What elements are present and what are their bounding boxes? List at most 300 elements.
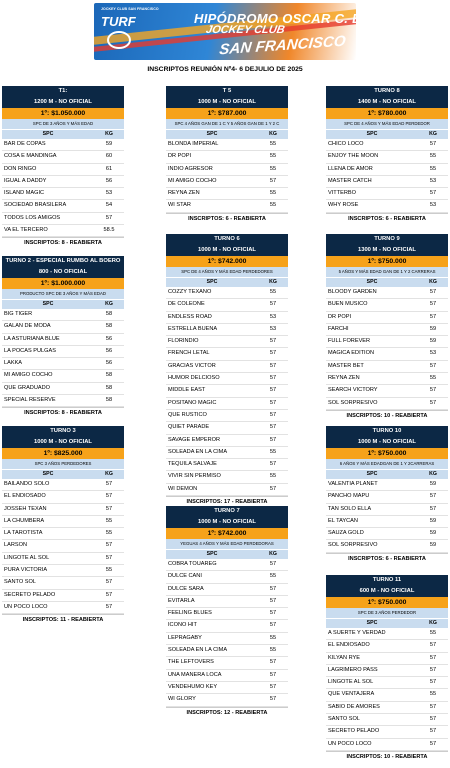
horse-weight: 57 — [429, 289, 437, 295]
san-francisco-title: SAN FRANCISCO — [218, 32, 347, 59]
horse-weight: 57 — [429, 666, 437, 673]
horse-weight: 57 — [269, 338, 277, 345]
horse-name: BUEN MUSICO — [328, 301, 368, 308]
col-spc-header: SPC — [206, 279, 218, 285]
race-header — [2, 256, 124, 278]
horse-name: LA TAROTISTA — [4, 530, 43, 537]
horse-weight: 57 — [269, 399, 277, 406]
horse-row — [166, 336, 288, 348]
horse-row — [166, 151, 288, 163]
col-spc-header: SPC — [42, 131, 54, 137]
horse-row — [2, 213, 124, 225]
race-condition: SPC DE 4 AÑOS Y MÁS EDAD PERDEDORES — [166, 267, 288, 277]
horse-name: BLONDA IMPERIAL — [168, 141, 219, 147]
horse-row — [2, 516, 124, 528]
race-distance: 1000 M - NO OFICIAL — [358, 439, 416, 445]
horse-name: DON RINGO — [4, 165, 37, 172]
horse-row — [2, 309, 124, 321]
horse-row — [2, 346, 124, 358]
horse-name: VENDEHUMO KEY — [168, 683, 218, 690]
horse-weight: 59 — [429, 481, 437, 487]
horse-row — [166, 324, 288, 336]
header-banner — [94, 3, 402, 60]
column-headers — [326, 277, 448, 287]
horse-weight: 57 — [269, 301, 277, 308]
column-headers — [326, 129, 448, 139]
horse-weight: 57 — [105, 505, 113, 512]
horse-name: LAGRIMERO PASS — [328, 666, 378, 673]
horse-weight: 53 — [429, 350, 437, 357]
horse-row — [166, 164, 288, 176]
race-footer: INSCRIPTOS: 12 - REABIERTA — [166, 707, 288, 718]
horse-name: LA CHUMBERA — [4, 517, 45, 524]
horse-name: COSA E MANDINGA — [4, 153, 57, 160]
horse-weight: 58 — [105, 397, 113, 404]
horse-name: DR POPI — [168, 153, 192, 160]
horse-weight: 57 — [269, 696, 277, 703]
race-footer: INSCRIPTOS: 10 - REABIERTA — [326, 751, 448, 762]
horse-row — [326, 504, 448, 516]
horse-weight: 55 — [269, 153, 277, 160]
col-spc-header: SPC — [366, 279, 378, 285]
horse-weight: 57 — [429, 654, 437, 661]
horse-name: KILYAN RYE — [328, 654, 361, 661]
horse-row — [2, 504, 124, 516]
horse-name: UN POCO LOCO — [328, 740, 372, 747]
horse-row — [326, 373, 448, 385]
race-distance: 1000 M - NO OFICIAL — [34, 439, 92, 445]
race-header — [326, 86, 448, 108]
horse-weight: 57 — [429, 505, 437, 512]
horse-row — [2, 334, 124, 346]
horse-row — [326, 540, 448, 552]
horse-row — [166, 348, 288, 360]
horse-row — [166, 299, 288, 311]
race-header — [326, 234, 448, 256]
horse-weight: 57 — [269, 411, 277, 418]
horse-name: ESTRELLA BUENA — [168, 325, 218, 332]
race-condition: 5 AÑOS Y MÁS EDAD GAN DE 1 Y 2 CARRERAS — [326, 267, 448, 277]
race-footer: INSCRIPTOS: 6 - REABIERTA — [166, 213, 288, 224]
horse-weight: 55 — [269, 573, 277, 580]
horse-weight: 55 — [269, 202, 277, 209]
col-spc-header: SPC — [366, 620, 378, 626]
horse-row — [326, 653, 448, 665]
horse-row — [326, 287, 448, 299]
horse-row — [326, 188, 448, 200]
horse-row — [2, 188, 124, 200]
horse-row — [166, 608, 288, 620]
horse-row — [166, 584, 288, 596]
horse-name: UNA MANERA LOCA — [168, 671, 222, 678]
race-block-t7 — [166, 506, 288, 718]
horse-name: QUIET PARADE — [168, 424, 210, 431]
horse-weight: 55 — [269, 289, 277, 295]
horse-weight: 56 — [105, 177, 113, 184]
horse-row — [166, 484, 288, 496]
col-spc-header: SPC — [206, 131, 218, 137]
race-header — [166, 86, 288, 108]
race-prize: 1º: $742.000 — [166, 528, 288, 539]
horse-row — [326, 200, 448, 212]
horse-row — [2, 577, 124, 589]
horse-weight: 57 — [429, 703, 437, 710]
horse-name: SOL SORPRESIVO — [328, 542, 378, 549]
race-prize: 1º: $1.000.000 — [2, 278, 124, 289]
horse-weight: 61 — [105, 165, 113, 172]
horse-name: FEELING BLUES — [168, 610, 212, 617]
horse-row — [166, 559, 288, 571]
horse-row — [2, 321, 124, 333]
horse-name: IGUAL A DADDY — [4, 177, 47, 184]
horse-name: MAGICA EDITION — [328, 350, 374, 357]
horse-row — [326, 385, 448, 397]
race-condition: YEGUAS 4 AÑOS Y MÁS EDAD PERDEDORAS — [166, 539, 288, 549]
horse-weight: 57 — [105, 554, 113, 561]
horse-row — [326, 491, 448, 503]
horse-row — [326, 640, 448, 652]
race-footer: INSCRIPTOS: 8 - REABIERTA — [2, 237, 124, 248]
horse-name: FULL FOREVER — [328, 338, 371, 345]
horse-name: ICONO HIT — [168, 622, 197, 629]
race-prize: 1º: $787.000 — [166, 108, 288, 119]
horse-row — [326, 151, 448, 163]
horse-weight: 57 — [429, 313, 437, 320]
horse-row — [166, 361, 288, 373]
race-prize: 1º: $750.000 — [326, 597, 448, 608]
race-condition: SPC DE 3 AÑOS Y MÁS EDAD — [2, 119, 124, 129]
horse-weight: 57 — [429, 728, 437, 735]
horse-weight: 57 — [269, 485, 277, 492]
horse-weight: 58 — [105, 311, 113, 317]
race-distance: 1000 M - NO OFICIAL — [198, 247, 256, 253]
horse-row — [326, 714, 448, 726]
horse-row — [2, 200, 124, 212]
horse-row — [166, 694, 288, 706]
horse-row — [166, 571, 288, 583]
horse-name: REYNA ZEN — [168, 190, 200, 197]
horse-name: BIG TIGER — [4, 311, 33, 317]
horse-row — [2, 540, 124, 552]
horse-name: LINGOTE AL SOL — [4, 554, 50, 561]
column-headers — [166, 277, 288, 287]
horse-row — [326, 398, 448, 410]
horse-weight: 55 — [269, 647, 277, 654]
horse-weight: 53 — [429, 177, 437, 184]
horse-row — [166, 385, 288, 397]
horse-name: DULCE CANI — [168, 573, 202, 580]
race-prize: 1º: $742.000 — [166, 256, 288, 267]
race-footer: INSCRIPTOS: 11 - REABIERTA — [2, 614, 124, 625]
horse-row — [166, 176, 288, 188]
horse-weight: 57 — [269, 362, 277, 369]
horse-row — [2, 553, 124, 565]
race-condition: SPC DE 3 AÑOS PERDEDOR — [326, 608, 448, 618]
horse-row — [166, 459, 288, 471]
col-kg-header: KG — [269, 131, 277, 137]
col-kg-header: KG — [429, 620, 437, 626]
horse-weight: 57 — [105, 579, 113, 586]
horse-weight: 60 — [105, 153, 113, 160]
horse-weight: 56 — [105, 360, 113, 367]
race-block-t1 — [2, 86, 124, 248]
horse-name: COBRA TOUAREG — [168, 561, 217, 567]
col-spc-header: SPC — [366, 131, 378, 137]
column-headers — [166, 549, 288, 559]
race-footer: INSCRIPTOS: 6 - REABIERTA — [326, 213, 448, 224]
horse-name: VIVIR SIN PERMISO — [168, 473, 221, 480]
horse-name: SECRETO PELADO — [328, 728, 380, 735]
race-prize: 1º: $780.000 — [326, 108, 448, 119]
horse-row — [166, 435, 288, 447]
horse-name: FRENCH LETAL — [168, 350, 210, 357]
horse-name: GALAN DE MODA — [4, 323, 51, 330]
race-distance: 800 - NO OFICIAL — [38, 269, 88, 275]
race-block-t6 — [166, 234, 288, 507]
race-header — [2, 426, 124, 448]
horse-name: LARSON — [4, 542, 28, 549]
horse-weight: 57 — [269, 597, 277, 604]
horse-name: LA POCAS PULGAS — [4, 347, 56, 354]
race-block-t5 — [166, 86, 288, 224]
horse-row — [2, 164, 124, 176]
horse-weight: 57 — [269, 177, 277, 184]
horse-weight: 57 — [429, 642, 437, 649]
horse-weight: 57 — [105, 214, 113, 221]
horse-weight: 57 — [429, 716, 437, 723]
horse-name: UN POCO LOCO — [4, 603, 48, 610]
horse-row — [166, 312, 288, 324]
horse-weight: 57 — [269, 585, 277, 592]
race-block-t2 — [2, 256, 124, 418]
horse-row — [326, 702, 448, 714]
horse-name: GRACIAS VICTOR — [168, 362, 216, 369]
horse-name: LA ASTURIANA BLUE — [4, 335, 60, 342]
horse-name: DULCE SARA — [168, 585, 204, 592]
race-block-t8 — [326, 86, 448, 224]
horse-weight: 53 — [429, 202, 437, 209]
horse-row — [326, 516, 448, 528]
horse-row — [2, 528, 124, 540]
horse-name: SPECIAL RESERVE — [4, 397, 56, 404]
horse-weight: 59 — [105, 141, 113, 147]
horse-weight: 57 — [269, 424, 277, 431]
horse-row — [326, 324, 448, 336]
race-block-t10 — [326, 426, 448, 564]
horse-row — [166, 200, 288, 212]
horse-row — [166, 287, 288, 299]
race-title: TURNO 7 — [214, 508, 240, 514]
horse-row — [166, 670, 288, 682]
race-title: T 5 — [222, 88, 232, 94]
horse-weight: 55 — [269, 165, 277, 172]
race-prize: 1º: $750.000 — [326, 256, 448, 267]
brand-small-text: JOCKEY CLUB SAN FRANCISCO — [101, 7, 159, 11]
col-kg-header: KG — [269, 551, 277, 557]
hipodromo-name: HIPÓDROMO OSCAR C. BOERO — [194, 11, 402, 26]
horse-row — [326, 312, 448, 324]
race-condition: SPC 3 AÑOS PERDEDORES — [2, 459, 124, 469]
horse-name: THE LEFTOVERS — [168, 659, 214, 666]
turf-logo: TURF — [101, 14, 136, 29]
horse-row — [2, 590, 124, 602]
horse-name: VALENTIA PLANET — [328, 481, 378, 487]
horse-name: WHY ROSE — [328, 202, 359, 209]
horse-name: FLORINDIO — [168, 338, 199, 345]
horse-weight: 58.5 — [103, 227, 115, 234]
horse-weight: 53 — [269, 313, 277, 320]
horse-name: SECRETO PELADO — [4, 591, 56, 598]
horse-row — [166, 398, 288, 410]
horse-name: MASTER CATCH — [328, 177, 372, 184]
race-prize: 1º: $1.050.000 — [2, 108, 124, 119]
horse-name: EVITARLA — [168, 597, 195, 604]
horse-name: EL TAYCAN — [328, 517, 358, 524]
horse-name: TEQUILA SALVAJE — [168, 461, 217, 468]
race-distance: 600 M - NO OFICIAL — [359, 588, 415, 594]
horse-row — [2, 395, 124, 407]
column-headers — [326, 469, 448, 479]
horse-weight: 57 — [429, 493, 437, 500]
horse-row — [166, 422, 288, 434]
horse-name: TAN SOLO ELLA — [328, 505, 372, 512]
horse-row — [166, 657, 288, 669]
column-headers — [2, 129, 124, 139]
horse-weight: 58 — [105, 384, 113, 391]
horse-row — [326, 139, 448, 151]
horse-name: PURA VICTORIA — [4, 567, 48, 574]
horse-weight: 57 — [105, 542, 113, 549]
col-kg-header: KG — [269, 279, 277, 285]
horse-row — [326, 677, 448, 689]
horse-row — [326, 739, 448, 751]
race-distance: 1000 M - NO OFICIAL — [198, 99, 256, 105]
horse-name: SANTO SOL — [328, 716, 360, 723]
horse-name: SOCIEDAD BRASILERA — [4, 202, 67, 209]
horse-weight: 55 — [269, 634, 277, 641]
horse-weight: 55 — [269, 141, 277, 147]
column-headers — [2, 299, 124, 309]
col-kg-header: KG — [429, 471, 437, 477]
race-footer: INSCRIPTOS: 10 - REABIERTA — [326, 410, 448, 421]
horse-weight: 55 — [105, 517, 113, 524]
horse-name: BLOODY GARDEN — [328, 289, 377, 295]
horse-name: SAVAGE EMPEROR — [168, 436, 221, 443]
horse-name: MI AMIGO COCHO — [168, 177, 217, 184]
race-condition: PRODUCTO SPC DE 3 AÑOS Y MÁS EDAD — [2, 289, 124, 299]
horse-name: MASTER BET — [328, 362, 364, 369]
horse-name: HUMOR DELCIOSO — [168, 375, 220, 382]
horse-row — [326, 665, 448, 677]
horse-weight: 59 — [429, 530, 437, 537]
page-title: INSCRIPTOS REUNIÓN Nº4- 6 DEJULIO DE 2025 — [147, 66, 303, 73]
race-condition: SPC DE 4 AÑOS Y MÁS EDAD PERDEDOR — [326, 119, 448, 129]
race-title: TURNO 9 — [374, 236, 400, 242]
race-block-t9 — [326, 234, 448, 421]
horse-row — [326, 479, 448, 491]
horse-weight: 53 — [269, 325, 277, 332]
horse-row — [2, 602, 124, 614]
horse-name: SANTO SOL — [4, 579, 36, 586]
horse-row — [2, 479, 124, 491]
race-prize: 1º: $750.000 — [326, 448, 448, 459]
horse-weight: 59 — [429, 517, 437, 524]
horse-weight: 58 — [105, 372, 113, 379]
horse-name: SAUZA GOLD — [328, 530, 364, 537]
race-prize: 1º: $825.000 — [2, 448, 124, 459]
horse-weight: 57 — [269, 387, 277, 394]
horse-name: LINGOTE AL SOL — [328, 679, 374, 686]
horse-weight: 55 — [429, 165, 437, 172]
horse-weight: 55 — [269, 473, 277, 480]
horse-name: SOL SORPRESIVO — [328, 399, 378, 406]
horse-row — [2, 491, 124, 503]
race-block-t11 — [326, 575, 448, 762]
horse-row — [166, 645, 288, 657]
horse-row — [166, 139, 288, 151]
horse-name: POSITANO MAGIC — [168, 399, 217, 406]
horse-weight: 56 — [105, 347, 113, 354]
horse-row — [326, 164, 448, 176]
horse-name: LEPRAGABY — [168, 634, 202, 641]
race-title: TURNO 3 — [50, 428, 76, 434]
race-footer: INSCRIPTOS: 8 - REABIERTA — [2, 407, 124, 418]
horse-weight: 57 — [269, 610, 277, 617]
horse-weight: 57 — [269, 461, 277, 468]
race-condition: 6 AÑOS Y MÁS EDADGAN DE 1 Y 2CARRERAS — [326, 459, 448, 469]
horse-row — [166, 410, 288, 422]
horse-weight: 57 — [105, 603, 113, 610]
race-distance: 1400 M - NO OFICIAL — [358, 99, 416, 105]
horse-weight: 59 — [429, 325, 437, 332]
horse-row — [326, 348, 448, 360]
horse-row — [166, 447, 288, 459]
horse-row — [2, 565, 124, 577]
horse-row — [2, 370, 124, 382]
horse-name: ENJOY THE MOON — [328, 153, 379, 160]
horse-weight: 55 — [429, 691, 437, 698]
jockey-club-title: JOCKEY CLUB — [204, 24, 286, 36]
horse-name: SOLEADA EN LA CIMA — [168, 647, 228, 654]
horse-row — [166, 620, 288, 632]
horse-row — [166, 682, 288, 694]
horse-weight: 55 — [429, 153, 437, 160]
horse-weight: 57 — [429, 679, 437, 686]
horse-row — [2, 225, 124, 237]
horse-name: CHICO LOCO — [328, 141, 364, 147]
horse-row — [326, 299, 448, 311]
col-kg-header: KG — [429, 131, 437, 137]
horse-row — [326, 176, 448, 188]
horse-weight: 57 — [429, 387, 437, 394]
race-header — [326, 575, 448, 597]
horse-weight: 57 — [429, 301, 437, 308]
race-condition: SPC 4 AÑOS GAN DE 1 C Y 5 AÑOS GAN DE 1 Y 2 C — [166, 119, 288, 129]
race-title: TURNO 2 - ESPECIAL RUMBO AL BOERO — [5, 258, 121, 264]
horse-weight: 59 — [429, 338, 437, 345]
horse-row — [166, 373, 288, 385]
horse-weight: 55 — [269, 190, 277, 197]
horse-name: MI AMIGO COCHO — [4, 372, 53, 379]
horse-weight: 57 — [269, 622, 277, 629]
column-headers — [326, 618, 448, 628]
horse-weight: 55 — [105, 567, 113, 574]
horse-name: LLENA DE AMOR — [328, 165, 373, 172]
horse-row — [2, 383, 124, 395]
horse-row — [166, 188, 288, 200]
horse-weight: 55 — [429, 630, 437, 636]
horse-weight: 55 — [105, 530, 113, 537]
